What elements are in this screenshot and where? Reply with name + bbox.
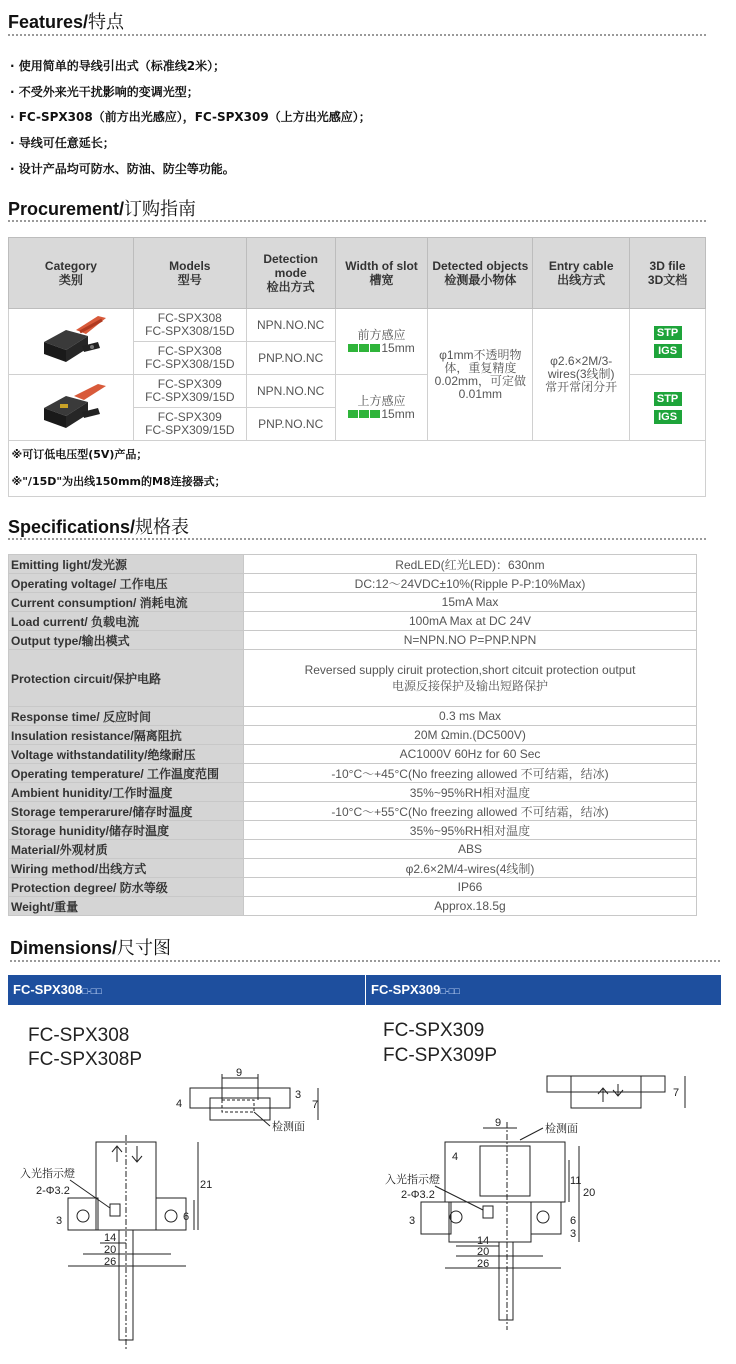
dim-26: 26	[104, 1256, 117, 1268]
spec-key: Ambient hunidity/工作时温度	[9, 783, 244, 802]
dim-20v: 20	[583, 1187, 596, 1199]
spec-key: Load current/ 负载电流	[9, 612, 244, 631]
table-header-row	[9, 238, 706, 309]
spec-row	[9, 631, 697, 650]
procurement-title: Procurement/订购指南	[8, 199, 197, 220]
objects-cell: φ1mm不透明物 体，重复精度 0.02mm，可定做 0.01mm	[428, 309, 533, 441]
spec-key: Emitting light/发光源	[9, 555, 244, 574]
feature-item: · FC-SPX308（前方出光感应），FC-SPX309（上方出光感应）；	[10, 110, 371, 124]
igs-download-button[interactable]: IGS	[654, 344, 682, 358]
dimension-drawing-308	[0, 1060, 365, 1360]
dim-3: 3	[295, 1089, 302, 1101]
dim-bar-309: FC-SPX309□-□□	[366, 975, 721, 1005]
dim-6: 6	[570, 1215, 577, 1227]
dim-7: 7	[673, 1087, 680, 1099]
spec-key: Operating temperature/ 工作温度范围	[9, 764, 244, 783]
model-cell: FC-SPX308 FC-SPX308/15D	[133, 309, 246, 342]
notes-frame	[8, 441, 706, 497]
dim-20: 20	[477, 1246, 490, 1258]
model-label: FC-SPX309P	[383, 1045, 498, 1066]
dim-20: 20	[104, 1244, 117, 1256]
dimensions-divider	[10, 960, 720, 962]
slot-bars-icon	[348, 341, 381, 355]
spec-row	[9, 555, 697, 574]
dim-3b: 3	[56, 1215, 63, 1227]
spec-row	[9, 802, 697, 821]
spec-row	[9, 574, 697, 593]
indicator-label: 入光指示燈	[385, 1174, 440, 1186]
spec-row	[9, 612, 697, 631]
spec-value: -10°C～+45°C(No freezing allowed 不可结霜，结冰)	[244, 764, 697, 783]
hole-label: 2-Φ3.2	[401, 1189, 435, 1201]
spec-key: Wiring method/出线方式	[9, 859, 244, 878]
spec-value: DC:12～24VDC±10%(Ripple P-P:10%Max)	[244, 574, 697, 593]
spec-key: Storage hunidity/储存时温度	[9, 821, 244, 840]
model-label: FC-SPX309	[383, 1020, 485, 1041]
spec-value: φ2.6×2M/4-wires(4线制)	[244, 859, 697, 878]
detect-face-label: 检测面	[545, 1123, 578, 1135]
dim-14: 14	[104, 1232, 117, 1244]
dim-bar-308: FC-SPX308□-□□	[8, 975, 365, 1005]
spec-row	[9, 745, 697, 764]
spec-table	[8, 554, 697, 916]
mode-cell: PNP.NO.NC	[246, 342, 335, 375]
spec-row	[9, 707, 697, 726]
spec-row	[9, 897, 697, 916]
col-models: Models 型号	[133, 238, 246, 309]
slot-cell: 前方感应 15mm	[335, 309, 428, 375]
spec-row	[9, 859, 697, 878]
specifications-title: Specifications/规格表	[8, 517, 190, 538]
spec-value-line: 电源反接保护及输出短路保护	[391, 678, 548, 693]
spec-value: 0.3 ms Max	[244, 707, 697, 726]
spec-row	[9, 878, 697, 897]
spec-value: 35%~95%RH相对温度	[244, 783, 697, 802]
spec-value-line: Reversed supply ciruit protection,short citcuit protection output	[304, 662, 636, 677]
dim-3b: 3	[409, 1215, 416, 1227]
features-divider	[8, 34, 706, 36]
indicator-label: 入光指示燈	[20, 1168, 75, 1180]
product-image-308	[9, 309, 134, 375]
stp-download-button[interactable]: STP	[654, 326, 682, 340]
dim-6: 6	[183, 1211, 190, 1223]
col-slot-width: Width of slot 槽宽	[335, 238, 428, 309]
spec-key: Response time/ 反应时间	[9, 707, 244, 726]
dim-14: 14	[477, 1235, 490, 1247]
spec-key: Protection degree/ 防水等级	[9, 878, 244, 897]
col-category: Category 类别	[9, 238, 134, 309]
feature-item: · 不受外来光干扰影响的变调光型；	[10, 85, 199, 99]
spec-value: 35%~95%RH相对温度	[244, 821, 697, 840]
model-label: FC-SPX308	[28, 1025, 130, 1046]
product-image-309	[9, 375, 134, 441]
spec-row	[9, 821, 697, 840]
spec-key: Material/外观材质	[9, 840, 244, 859]
dim-4: 4	[176, 1098, 183, 1110]
spec-row	[9, 840, 697, 859]
feature-item: · 导线可任意延长；	[10, 136, 115, 150]
spec-value: 100mA Max at DC 24V	[244, 612, 697, 631]
model-cell: FC-SPX309 FC-SPX309/15D	[133, 408, 246, 441]
col-detection-mode: Detection mode 检出方式	[246, 238, 335, 309]
spec-key: Storage temperarure/储存时温度	[9, 802, 244, 821]
note: ※可订低电压型(5V)产品；	[11, 447, 148, 461]
spec-value: ABS	[244, 840, 697, 859]
spec-key: Output type/输出模式	[9, 631, 244, 650]
spec-value: -10°C～+55°C(No freezing allowed 不可结霜，结冰)	[244, 802, 697, 821]
mode-cell: NPN.NO.NC	[246, 309, 335, 342]
features-title: Features/特点	[8, 12, 125, 33]
model-cell: FC-SPX309 FC-SPX309/15D	[133, 375, 246, 408]
hole-label: 2-Φ3.2	[36, 1185, 70, 1197]
dim-21: 21	[200, 1179, 213, 1191]
stp-download-button[interactable]: STP	[654, 392, 682, 406]
spec-key: Voltage withstandatility/绝缘耐压	[9, 745, 244, 764]
spec-key: Insulation resistance/隔离阻抗	[9, 726, 244, 745]
procurement-divider	[8, 220, 706, 222]
dim-7: 7	[312, 1099, 319, 1111]
mode-cell: PNP.NO.NC	[246, 408, 335, 441]
table-row	[9, 309, 706, 342]
dim-4: 4	[452, 1151, 459, 1163]
spec-value: 15mA Max	[244, 593, 697, 612]
cable-cell: φ2.6×2M/3- wires(3线制) 常开常闭分开	[533, 309, 630, 441]
model-cell: FC-SPX308 FC-SPX308/15D	[133, 342, 246, 375]
spec-key: Current consumption/ 消耗电流	[9, 593, 244, 612]
spec-key: Weight/重量	[9, 897, 244, 916]
spec-value	[244, 650, 697, 707]
dim-26: 26	[477, 1258, 490, 1270]
mode-cell: NPN.NO.NC	[246, 375, 335, 408]
specifications-divider	[8, 538, 706, 540]
slot-bars-icon	[348, 407, 381, 421]
col-3d-file: 3D file 3D文档	[630, 238, 706, 309]
spec-row	[9, 593, 697, 612]
dim-9: 9	[236, 1067, 243, 1079]
spec-value: 20M Ωmin.(DC500V)	[244, 726, 697, 745]
spec-value: Approx.18.5g	[244, 897, 697, 916]
spec-row	[9, 650, 697, 707]
col-entry-cable: Entry cable 出线方式	[533, 238, 630, 309]
file-cell	[630, 375, 706, 441]
spec-value: AC1000V 60Hz for 60 Sec	[244, 745, 697, 764]
sensor-photo	[26, 378, 116, 434]
col-detected-objects: Detected objects 检测最小物体	[428, 238, 533, 309]
file-cell	[630, 309, 706, 375]
dim-9: 9	[495, 1117, 502, 1129]
spec-key: Protection circuit/保护电路	[9, 650, 244, 707]
spec-value: RedLED(红光LED)：630nm	[244, 555, 697, 574]
slot-cell: 上方感应 15mm	[335, 375, 428, 441]
feature-item: · 使用简单的导线引出式（标准线2米）；	[10, 59, 226, 73]
igs-download-button[interactable]: IGS	[654, 410, 682, 424]
note: ※"/15D"为出线150mm的M8连接器式；	[11, 474, 226, 488]
detect-face-label: 检测面	[272, 1121, 305, 1133]
dim-11: 11	[570, 1175, 582, 1187]
spec-row	[9, 726, 697, 745]
spec-value: IP66	[244, 878, 697, 897]
spec-value: N=NPN.NO P=PNP.NPN	[244, 631, 697, 650]
spec-row	[9, 783, 697, 802]
dimension-drawing-309	[365, 1060, 730, 1360]
spec-row	[9, 764, 697, 783]
spec-key: Operating voltage/ 工作电压	[9, 574, 244, 593]
dim-3: 3	[570, 1228, 577, 1240]
sensor-photo	[26, 312, 116, 368]
model-label: FC-SPX308P	[28, 1049, 143, 1070]
feature-item: · 设计产品均可防水、防油、防尘等功能。	[10, 162, 235, 176]
dimensions-title: Dimensions/尺寸图	[10, 938, 172, 959]
